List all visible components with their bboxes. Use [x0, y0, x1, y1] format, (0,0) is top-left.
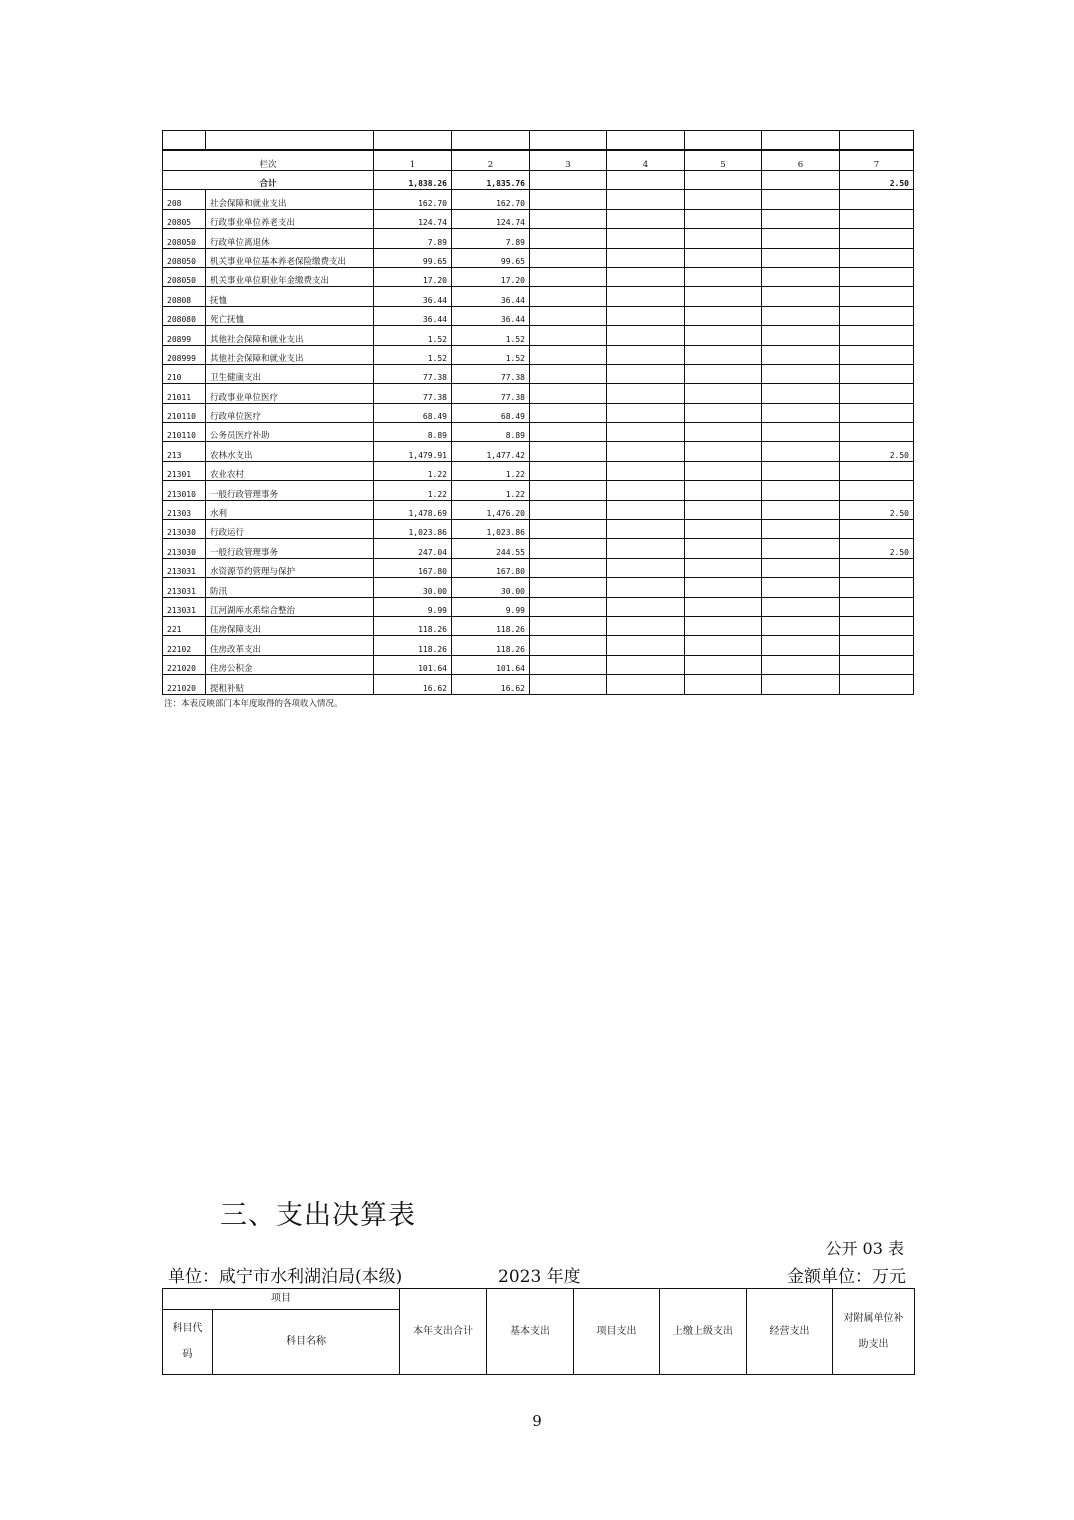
value-col1: 77.38	[374, 384, 452, 403]
value-col1: 36.44	[374, 287, 452, 306]
empty-cell	[530, 248, 607, 267]
value-col2: 1,477.42	[452, 442, 530, 461]
table-row	[163, 423, 914, 442]
empty-cell	[685, 306, 762, 325]
empty-cell	[530, 500, 607, 519]
table-row	[163, 655, 914, 674]
empty-cell	[685, 345, 762, 364]
empty-cell	[762, 675, 840, 694]
subject-name: 行政单位离退休	[206, 229, 374, 248]
column-index: 7	[840, 150, 914, 171]
value-col2: 17.20	[452, 267, 530, 286]
empty-cell	[607, 597, 685, 616]
empty-cell	[762, 578, 840, 597]
subject-code: 210	[163, 364, 206, 383]
subject-code: 21303	[163, 500, 206, 519]
value-col1: 1.22	[374, 481, 452, 500]
value-col7	[840, 326, 914, 345]
unit-line	[168, 1262, 906, 1286]
value-col7: 2.50	[840, 442, 914, 461]
empty-cell	[685, 636, 762, 655]
subject-code: 213031	[163, 578, 206, 597]
empty-cell	[530, 345, 607, 364]
subject-code: 208050	[163, 229, 206, 248]
column-index: 2	[452, 150, 530, 171]
empty-cell	[685, 481, 762, 500]
total-row	[163, 171, 914, 190]
subject-name: 住房保障支出	[206, 616, 374, 635]
empty-cell	[685, 267, 762, 286]
subject-code: 20808	[163, 287, 206, 306]
subject-name: 水利	[206, 500, 374, 519]
empty-cell	[685, 287, 762, 306]
column-index: 1	[374, 150, 452, 171]
value-col1: 1.22	[374, 461, 452, 480]
value-col1: 167.80	[374, 558, 452, 577]
empty-cell	[530, 384, 607, 403]
table-row	[163, 442, 914, 461]
empty-cell	[607, 616, 685, 635]
subject-name: 一般行政管理事务	[206, 481, 374, 500]
header-basic: 基本支出	[487, 1289, 574, 1375]
empty-cell	[762, 345, 840, 364]
value-col7	[840, 248, 914, 267]
column-index: 3	[530, 150, 607, 171]
subject-code: 210110	[163, 423, 206, 442]
value-col2: 16.62	[452, 675, 530, 694]
empty-cell	[607, 655, 685, 674]
subject-name: 住房公积金	[206, 655, 374, 674]
table-row	[163, 306, 914, 325]
empty-cell	[607, 558, 685, 577]
form-number: 公开 03 表	[825, 1239, 904, 1258]
empty-cell	[685, 597, 762, 616]
subject-name: 农业农村	[206, 461, 374, 480]
table-row	[163, 267, 914, 286]
subject-code: 20899	[163, 326, 206, 345]
value-col1: 118.26	[374, 636, 452, 655]
empty-cell	[685, 520, 762, 539]
value-col7	[840, 403, 914, 422]
subject-code: 221020	[163, 675, 206, 694]
empty-cell	[762, 655, 840, 674]
empty-cell	[762, 423, 840, 442]
empty-cell	[607, 461, 685, 480]
empty-cell	[607, 578, 685, 597]
subject-code: 208050	[163, 248, 206, 267]
table-row	[163, 558, 914, 577]
empty-cell	[607, 248, 685, 267]
subject-name: 机关事业单位职业年金缴费支出	[206, 267, 374, 286]
header-subsidy-line1: 对附属单位补	[843, 1312, 904, 1324]
empty-cell	[530, 636, 607, 655]
table-row	[163, 461, 914, 480]
empty-cell	[762, 326, 840, 345]
subject-name: 机关事业单位基本养老保险缴费支出	[206, 248, 374, 267]
empty-cell	[607, 384, 685, 403]
amount-unit: 金额单位：万元	[787, 1267, 906, 1287]
subject-name: 行政事业单位医疗	[206, 384, 374, 403]
empty-cell	[685, 326, 762, 345]
value-col2: 30.00	[452, 578, 530, 597]
subject-code: 21011	[163, 384, 206, 403]
value-col1: 247.04	[374, 539, 452, 558]
empty-cell	[762, 267, 840, 286]
subject-code: 20805	[163, 209, 206, 228]
value-col7	[840, 520, 914, 539]
empty-cell	[762, 209, 840, 228]
total-label: 合计	[163, 171, 374, 190]
subject-name: 住房改革支出	[206, 636, 374, 655]
total-col7: 2.50	[840, 171, 914, 190]
value-col1: 124.74	[374, 209, 452, 228]
empty-cell	[530, 190, 607, 209]
subject-code: 210110	[163, 403, 206, 422]
empty-cell	[530, 209, 607, 228]
subject-name: 江河湖库水系综合整治	[206, 597, 374, 616]
column-index: 5	[685, 150, 762, 171]
value-col2: 1.52	[452, 326, 530, 345]
empty-cell	[530, 655, 607, 674]
table-row	[163, 384, 914, 403]
value-col2: 101.64	[452, 655, 530, 674]
value-col1: 1,479.91	[374, 442, 452, 461]
unit-label: 单位：咸宁市水利湖泊局(本级)	[168, 1267, 403, 1287]
value-col1: 1.52	[374, 345, 452, 364]
value-col7	[840, 461, 914, 480]
empty-cell	[685, 539, 762, 558]
subject-name: 防汛	[206, 578, 374, 597]
value-col1: 7.89	[374, 229, 452, 248]
value-col1: 8.89	[374, 423, 452, 442]
value-col2: 77.38	[452, 364, 530, 383]
header-code	[163, 1310, 213, 1375]
subject-code: 213030	[163, 539, 206, 558]
value-col7	[840, 597, 914, 616]
value-col7	[840, 267, 914, 286]
subject-name: 其他社会保障和就业支出	[206, 326, 374, 345]
value-col2: 167.80	[452, 558, 530, 577]
table-row	[163, 539, 914, 558]
empty-cell	[607, 364, 685, 383]
column-index: 4	[607, 150, 685, 171]
value-col1: 68.49	[374, 403, 452, 422]
header-business: 经营支出	[747, 1289, 833, 1375]
empty-cell	[530, 306, 607, 325]
empty-cell	[762, 364, 840, 383]
empty-cell	[685, 384, 762, 403]
empty-cell	[762, 229, 840, 248]
column-index-label: 栏次	[163, 150, 374, 171]
header-project: 项目支出	[574, 1289, 660, 1375]
header-upper: 上缴上级支出	[660, 1289, 747, 1375]
subject-name: 行政运行	[206, 520, 374, 539]
total-col1: 1,838.26	[374, 171, 452, 190]
subject-name: 水资源节约管理与保护	[206, 558, 374, 577]
empty-cell	[530, 267, 607, 286]
value-col1: 17.20	[374, 267, 452, 286]
subject-name: 行政事业单位养老支出	[206, 209, 374, 228]
table-row	[163, 636, 914, 655]
value-col2: 1.52	[452, 345, 530, 364]
subject-name: 行政单位医疗	[206, 403, 374, 422]
subject-name: 卫生健康支出	[206, 364, 374, 383]
value-col2: 118.26	[452, 616, 530, 635]
value-col2: 1,023.86	[452, 520, 530, 539]
table-row	[163, 326, 914, 345]
value-col2: 244.55	[452, 539, 530, 558]
header-name: 科目名称	[213, 1310, 400, 1375]
empty-cell	[530, 423, 607, 442]
subject-code: 21301	[163, 461, 206, 480]
column-index-row	[163, 150, 914, 171]
empty-cell	[607, 306, 685, 325]
subject-code: 221	[163, 616, 206, 635]
empty-cell	[762, 461, 840, 480]
table-row	[163, 481, 914, 500]
empty-cell	[685, 461, 762, 480]
empty-cell	[762, 597, 840, 616]
empty-cell	[530, 326, 607, 345]
value-col7	[840, 306, 914, 325]
value-col2: 36.44	[452, 287, 530, 306]
value-col2: 99.65	[452, 248, 530, 267]
page-number: 9	[532, 1412, 542, 1430]
empty-cell	[530, 558, 607, 577]
value-col1: 118.26	[374, 616, 452, 635]
header-total: 本年支出合计	[400, 1289, 487, 1375]
table-row	[163, 500, 914, 519]
table-row	[163, 190, 914, 209]
value-col2: 9.99	[452, 597, 530, 616]
empty-cell	[762, 481, 840, 500]
empty-cell	[607, 287, 685, 306]
empty-cell	[762, 500, 840, 519]
value-col1: 99.65	[374, 248, 452, 267]
table-row	[163, 364, 914, 383]
value-col1: 1,478.69	[374, 500, 452, 519]
header-code-line2: 码	[182, 1349, 193, 1360]
empty-cell	[685, 558, 762, 577]
subject-name: 提租补贴	[206, 675, 374, 694]
empty-cell	[762, 539, 840, 558]
subject-code: 213030	[163, 520, 206, 539]
value-col7	[840, 287, 914, 306]
value-col7	[840, 558, 914, 577]
empty-cell	[685, 423, 762, 442]
header-subsidy	[833, 1289, 915, 1375]
value-col2: 68.49	[452, 403, 530, 422]
empty-cell	[607, 481, 685, 500]
income-table	[162, 130, 914, 695]
subject-code: 213031	[163, 558, 206, 577]
value-col7	[840, 636, 914, 655]
table-row	[163, 287, 914, 306]
empty-cell	[685, 229, 762, 248]
table-row	[163, 248, 914, 267]
header-code-line1: 科目代	[172, 1323, 203, 1334]
empty-cell	[762, 403, 840, 422]
subject-name: 死亡抚恤	[206, 306, 374, 325]
empty-cell	[685, 675, 762, 694]
empty-cell	[530, 616, 607, 635]
column-index: 6	[762, 150, 840, 171]
empty-cell	[685, 616, 762, 635]
empty-cell	[762, 190, 840, 209]
section-title: 三、支出决算表	[220, 1200, 416, 1231]
value-col7	[840, 384, 914, 403]
empty-cell	[607, 423, 685, 442]
year-label: 2023 年度	[498, 1267, 581, 1287]
empty-cell	[762, 248, 840, 267]
value-col1: 162.70	[374, 190, 452, 209]
empty-cell	[607, 267, 685, 286]
value-col7	[840, 481, 914, 500]
empty-cell	[530, 461, 607, 480]
empty-cell	[607, 190, 685, 209]
value-col1: 77.38	[374, 364, 452, 383]
value-col2: 1.22	[452, 481, 530, 500]
empty-cell	[762, 616, 840, 635]
header-item: 项目	[163, 1289, 400, 1310]
subject-name: 其他社会保障和就业支出	[206, 345, 374, 364]
table-row	[163, 616, 914, 635]
table-note: 注：本表反映部门本年度取得的各项收入情况。	[164, 699, 343, 709]
value-col2: 7.89	[452, 229, 530, 248]
table-row	[163, 229, 914, 248]
value-col2: 124.74	[452, 209, 530, 228]
table-row	[163, 597, 914, 616]
value-col2: 77.38	[452, 384, 530, 403]
empty-cell	[607, 229, 685, 248]
table-row	[163, 403, 914, 422]
empty-cell	[530, 481, 607, 500]
empty-cell	[762, 636, 840, 655]
empty-cell	[685, 655, 762, 674]
table-row	[163, 209, 914, 228]
value-col7	[840, 616, 914, 635]
table-row	[163, 675, 914, 694]
empty-cell	[685, 500, 762, 519]
expenditure-table	[162, 1288, 915, 1375]
subject-name: 一般行政管理事务	[206, 539, 374, 558]
empty-cell	[530, 229, 607, 248]
empty-cell	[607, 442, 685, 461]
blank-header-row	[163, 131, 914, 151]
empty-cell	[530, 597, 607, 616]
empty-cell	[530, 578, 607, 597]
empty-cell	[685, 364, 762, 383]
empty-cell	[685, 578, 762, 597]
value-col1: 101.64	[374, 655, 452, 674]
empty-cell	[685, 190, 762, 209]
value-col7: 2.50	[840, 539, 914, 558]
header-subsidy-line2: 助支出	[858, 1338, 889, 1350]
value-col1: 16.62	[374, 675, 452, 694]
empty-cell	[762, 287, 840, 306]
empty-cell	[530, 520, 607, 539]
value-col1: 1.52	[374, 326, 452, 345]
value-col1: 36.44	[374, 306, 452, 325]
value-col7: 2.50	[840, 500, 914, 519]
empty-cell	[607, 345, 685, 364]
value-col7	[840, 655, 914, 674]
subject-code: 213010	[163, 481, 206, 500]
empty-cell	[762, 520, 840, 539]
table-row	[163, 578, 914, 597]
subject-code: 208050	[163, 267, 206, 286]
empty-cell	[685, 248, 762, 267]
empty-cell	[530, 364, 607, 383]
subject-code: 213031	[163, 597, 206, 616]
subject-name: 农林水支出	[206, 442, 374, 461]
empty-cell	[607, 539, 685, 558]
empty-cell	[685, 403, 762, 422]
value-col7	[840, 345, 914, 364]
value-col7	[840, 190, 914, 209]
empty-cell	[762, 442, 840, 461]
value-col2: 1,476.20	[452, 500, 530, 519]
subject-code: 221020	[163, 655, 206, 674]
subject-name: 社会保障和就业支出	[206, 190, 374, 209]
value-col7	[840, 209, 914, 228]
subject-code: 208999	[163, 345, 206, 364]
empty-cell	[607, 209, 685, 228]
empty-cell	[530, 675, 607, 694]
value-col2: 36.44	[452, 306, 530, 325]
value-col7	[840, 423, 914, 442]
subject-name: 抚恤	[206, 287, 374, 306]
empty-cell	[607, 520, 685, 539]
subject-name: 公务员医疗补助	[206, 423, 374, 442]
empty-cell	[530, 403, 607, 422]
empty-cell	[607, 403, 685, 422]
value-col1: 1,023.86	[374, 520, 452, 539]
empty-cell	[607, 636, 685, 655]
subject-code: 208	[163, 190, 206, 209]
empty-cell	[530, 287, 607, 306]
empty-cell	[762, 306, 840, 325]
table-row	[163, 345, 914, 364]
empty-cell	[607, 326, 685, 345]
empty-cell	[762, 384, 840, 403]
value-col7	[840, 578, 914, 597]
value-col7	[840, 675, 914, 694]
value-col1: 9.99	[374, 597, 452, 616]
value-col2: 118.26	[452, 636, 530, 655]
value-col1: 30.00	[374, 578, 452, 597]
value-col7	[840, 364, 914, 383]
empty-cell	[685, 442, 762, 461]
empty-cell	[685, 209, 762, 228]
subject-code: 22102	[163, 636, 206, 655]
empty-cell	[530, 539, 607, 558]
empty-cell	[607, 675, 685, 694]
value-col7	[840, 229, 914, 248]
empty-cell	[530, 442, 607, 461]
value-col2: 8.89	[452, 423, 530, 442]
empty-cell	[762, 558, 840, 577]
table-row	[163, 520, 914, 539]
value-col2: 1.22	[452, 461, 530, 480]
subject-code: 213	[163, 442, 206, 461]
total-col2: 1,835.76	[452, 171, 530, 190]
empty-cell	[607, 500, 685, 519]
value-col2: 162.70	[452, 190, 530, 209]
subject-code: 208080	[163, 306, 206, 325]
